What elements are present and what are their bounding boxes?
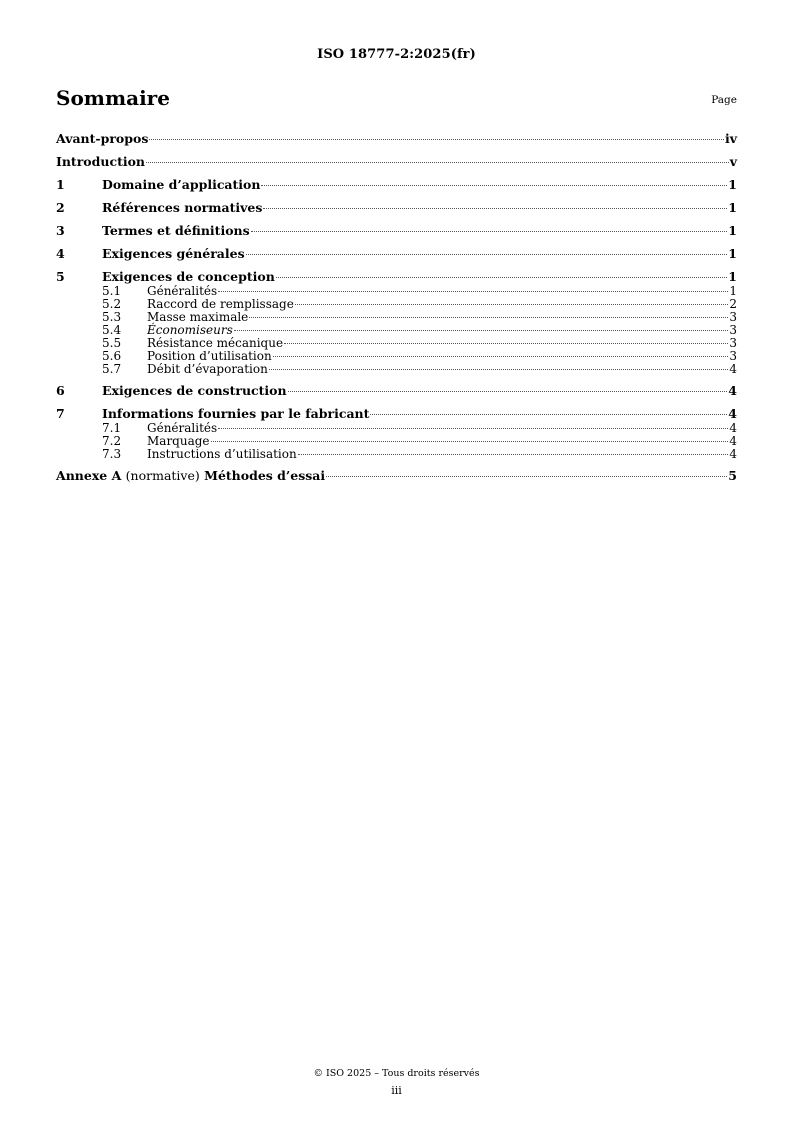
toc-entry-label: Informations fournies par le fabricant — [102, 406, 370, 421]
toc-leader-dots — [261, 185, 727, 186]
toc-entry-page: 1 — [728, 223, 737, 238]
annex-qualifier: (normative) — [125, 468, 200, 483]
toc-entry-page: v — [729, 154, 737, 169]
page-title: Sommaire — [56, 86, 170, 110]
toc-entry-page: 4 — [729, 434, 737, 448]
toc-leader-dots — [288, 391, 728, 392]
toc-entry-page: 3 — [729, 323, 737, 337]
toc-entry-number: 1 — [56, 177, 65, 192]
toc-entry-page: 1 — [729, 284, 737, 298]
toc-entry-number: 5.5 — [102, 336, 122, 350]
toc-entry[interactable] — [56, 177, 737, 193]
toc-entry-page: 3 — [729, 349, 737, 363]
toc-entry-label: Références normatives — [102, 200, 263, 215]
toc-leader-dots — [370, 414, 727, 415]
toc-leader-dots — [249, 317, 728, 318]
toc-entry-number: 2 — [56, 200, 65, 215]
toc-entry-page: 4 — [728, 406, 737, 421]
toc-leader-dots — [269, 369, 729, 370]
toc-entry-annex-a[interactable] — [56, 468, 737, 484]
toc-leader-dots — [263, 208, 727, 209]
annex-title: Méthodes d’essai — [204, 468, 326, 483]
toc-entry-label: Exigences de construction — [102, 383, 287, 398]
toc-entry-number: 5.3 — [102, 310, 122, 324]
toc-leader-dots — [218, 291, 728, 292]
toc-entry-label: Marquage — [147, 434, 210, 448]
toc-entry-number: 7.3 — [102, 447, 122, 461]
toc-leader-dots — [251, 231, 728, 232]
toc-entry-number: 5.2 — [102, 297, 122, 311]
toc-entry-number: 7 — [56, 406, 65, 421]
toc-entry-page: 4 — [729, 362, 737, 376]
toc-leader-dots — [273, 356, 729, 357]
toc-entry[interactable] — [56, 246, 737, 262]
page-column-label: Page — [711, 94, 737, 106]
toc-leader-dots — [146, 162, 729, 163]
toc-leader-dots — [149, 139, 724, 140]
toc-entry-page: 3 — [729, 310, 737, 324]
toc-entry-page: 1 — [728, 269, 737, 284]
toc-entry-page: 4 — [729, 447, 737, 461]
toc-entry-label: Position d’utilisation — [147, 349, 272, 363]
toc-entry[interactable] — [56, 383, 737, 399]
toc-entry-number: 5.1 — [102, 284, 122, 298]
toc-leader-dots — [246, 254, 728, 255]
toc-entry-label: Économiseurs — [147, 323, 233, 337]
toc-leader-dots — [295, 304, 729, 305]
toc-entry-label: Exigences de conception — [102, 269, 275, 284]
toc-entry-number: 5.4 — [102, 323, 122, 337]
toc-entry-page: 1 — [728, 200, 737, 215]
toc-entry-number: 7.2 — [102, 434, 122, 448]
toc-entry-label: Avant-propos — [56, 131, 149, 146]
toc-entry-number: 5 — [56, 269, 65, 284]
toc-entry-page: 3 — [729, 336, 737, 350]
toc-entry[interactable] — [56, 363, 737, 376]
footer-page-number: iii — [391, 1084, 402, 1097]
toc-entry-number: 3 — [56, 223, 65, 238]
toc-entry[interactable] — [56, 154, 737, 170]
table-of-contents — [56, 126, 737, 484]
toc-entry-label: Raccord de remplissage — [147, 297, 294, 311]
annex-prefix: Annexe A — [56, 468, 122, 483]
toc-entry-page: 1 — [728, 246, 737, 261]
toc-entry-page: 4 — [729, 421, 737, 435]
toc-entry-page: 2 — [729, 297, 737, 311]
toc-leader-dots — [276, 277, 728, 278]
toc-entry-number: 7.1 — [102, 421, 122, 435]
toc-entry[interactable] — [56, 448, 737, 461]
toc-entry-label: Masse maximale — [147, 310, 249, 324]
toc-leader-dots — [284, 343, 728, 344]
toc-entry-number: 5.7 — [102, 362, 122, 376]
toc-entry-label: Débit d’évaporation — [147, 362, 268, 376]
toc-entry-label: Exigences générales — [102, 246, 245, 261]
document-header: ISO 18777-2:2025(fr) — [317, 47, 476, 62]
toc-leader-dots — [234, 330, 729, 331]
toc-entry-number: 6 — [56, 383, 65, 398]
toc-entry[interactable] — [56, 269, 737, 285]
toc-leader-dots — [326, 476, 727, 477]
toc-entry-label: Introduction — [56, 154, 146, 169]
toc-entry-label — [56, 468, 325, 484]
toc-entry[interactable] — [56, 406, 737, 422]
toc-leader-dots — [211, 441, 729, 442]
toc-entry-label: Termes et définitions — [102, 223, 250, 238]
footer-copyright: © ISO 2025 – Tous droits réservés — [313, 1068, 480, 1079]
toc-entry[interactable] — [56, 200, 737, 216]
toc-leader-dots — [218, 428, 728, 429]
toc-entry-page: 4 — [728, 383, 737, 398]
toc-leader-dots — [298, 454, 729, 455]
toc-entry-page: 5 — [728, 468, 737, 483]
toc-entry-number: 5.6 — [102, 349, 122, 363]
toc-entry[interactable] — [56, 223, 737, 239]
toc-entry-page: 1 — [728, 177, 737, 192]
toc-entry-page: iv — [724, 131, 737, 146]
toc-entry-label: Résistance mécanique — [147, 336, 284, 350]
toc-entry-label: Instructions d’utilisation — [147, 447, 297, 461]
toc-entry-label: Domaine d’application — [102, 177, 261, 192]
toc-entry[interactable] — [56, 131, 737, 147]
title-row — [56, 86, 737, 112]
toc-list — [56, 131, 737, 461]
toc-entry-number: 4 — [56, 246, 65, 261]
toc-entry-label: Généralités — [147, 421, 218, 435]
toc-entry-label: Généralités — [147, 284, 218, 298]
